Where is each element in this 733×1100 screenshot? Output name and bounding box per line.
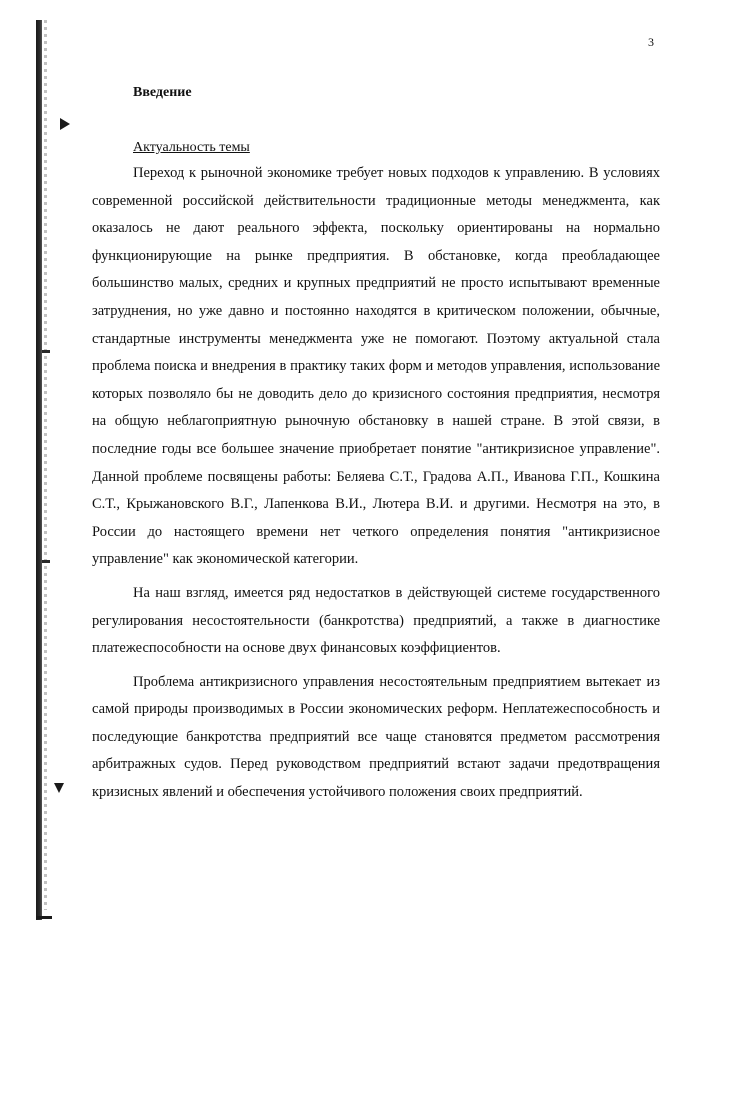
binding-foot-mark	[36, 916, 52, 919]
paragraph: На наш взгляд, имеется ряд недостатков в действующей системе государственного регулирования несостоятельности (банкротства) предприятий, а также в диагностике платежеспособности на основе двух финансовых коэффициентов.	[92, 584, 660, 657]
section-subtitle: Актуальность темы	[133, 140, 250, 155]
section-title: Введение	[133, 85, 192, 100]
body-text	[92, 160, 660, 807]
paragraph: Переход к рыночной экономике требует новых подходов к управлению. В условиях современной российской действительности традиционные методы менеджмента, как оказалось не дают реального эффекта, поскольку ориентированы на нормально функционирующие на рынке предприятия. В обстановке, когда преобладающее большинство малых, средних и крупных предприятий не просто испытывают временные затруднения, но уже давно и постоянно находятся в критическом положении, обычные, стандартные инструменты менеджмента уже не помогают. Поэтому актуальной стала проблема поиска и внедрения в практику таких форм и методов управления, использование которых позволяло бы не доводить дело до кризисного состояния предприятия, несмотря на общую неблагоприятную рыночную обстановку в нашей стране. В этой связи, в последние годы все большее значение приобретает понятие "антикризисное управление". Данной проблеме посвящены работы: Беляева С.Т., Градова А.П., Иванова Г.П., Кошкина С.Т., Крыжановского В.Г., Лапенкова В.И., Лютера В.И. и другими. Несмотря на это, в России до настоящего времени нет четкого определения понятия "антикризисное управление" как экономической категории.	[92, 165, 660, 568]
arrow-down-icon	[54, 783, 64, 793]
paragraph: Проблема антикризисного управления несостоятельным предприятием вытекает из самой природы производимых в России экономических реформ. Неплатежеспособность и последующие банкротства предприятий все чаще становятся предметом рассмотрения арбитражных судов. Перед руководством предприятий встают задачи предотвращения кризисных явлений и обеспечения устойчивого положения своих предприятий.	[92, 673, 660, 801]
binding-tick-mark	[42, 560, 50, 563]
binding-edge-texture	[44, 20, 47, 910]
binding-shadow	[36, 20, 42, 920]
arrow-right-icon	[60, 118, 70, 130]
page-number: 3	[648, 35, 654, 49]
binding-tick-mark	[42, 350, 50, 353]
